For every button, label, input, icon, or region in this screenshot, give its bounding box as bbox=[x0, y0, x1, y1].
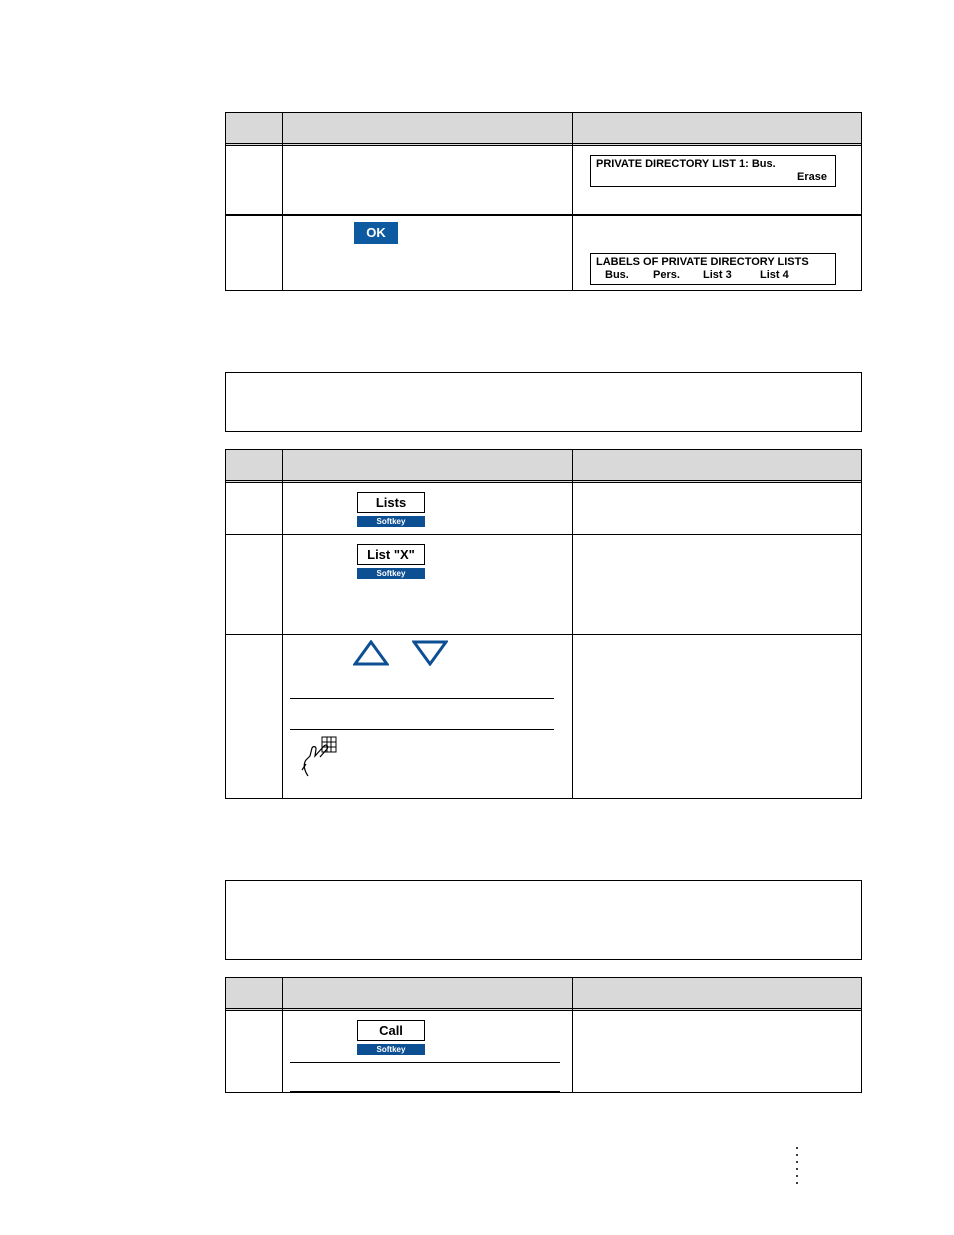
display-private-directory-list bbox=[590, 155, 836, 187]
procedure-table-2 bbox=[225, 449, 862, 799]
table-header bbox=[226, 450, 861, 483]
softkey-label: Lists bbox=[357, 492, 425, 513]
display-erase-label: Erase bbox=[797, 171, 827, 183]
softkey-caption: Softkey bbox=[357, 1044, 425, 1055]
display-item-bus: Bus. bbox=[605, 269, 629, 281]
procedure-table-3 bbox=[225, 977, 862, 1093]
list-x-softkey[interactable] bbox=[357, 544, 425, 579]
lists-softkey[interactable] bbox=[357, 492, 425, 527]
softkey-label: List "X" bbox=[357, 544, 425, 565]
note-box-2 bbox=[225, 880, 862, 960]
call-softkey[interactable] bbox=[357, 1020, 425, 1055]
softkey-caption: Softkey bbox=[357, 516, 425, 527]
procedure-table-1 bbox=[225, 112, 862, 291]
note-box-1 bbox=[225, 372, 862, 432]
table-header bbox=[226, 978, 861, 1011]
up-arrow-icon[interactable] bbox=[353, 640, 389, 666]
display-labels-of-lists bbox=[590, 253, 836, 285]
softkey-label: Call bbox=[357, 1020, 425, 1041]
ok-button[interactable]: OK bbox=[354, 222, 398, 244]
down-arrow-icon[interactable] bbox=[412, 640, 448, 666]
display-line-1: PRIVATE DIRECTORY LIST 1: Bus. bbox=[596, 158, 776, 170]
table-header bbox=[226, 113, 861, 146]
softkey-caption: Softkey bbox=[357, 568, 425, 579]
display-item-list4: List 4 bbox=[760, 269, 789, 281]
display-item-list3: List 3 bbox=[703, 269, 732, 281]
hand-keypad-icon bbox=[298, 734, 342, 780]
display-line-1: LABELS OF PRIVATE DIRECTORY LISTS bbox=[596, 256, 809, 268]
display-item-pers: Pers. bbox=[653, 269, 680, 281]
